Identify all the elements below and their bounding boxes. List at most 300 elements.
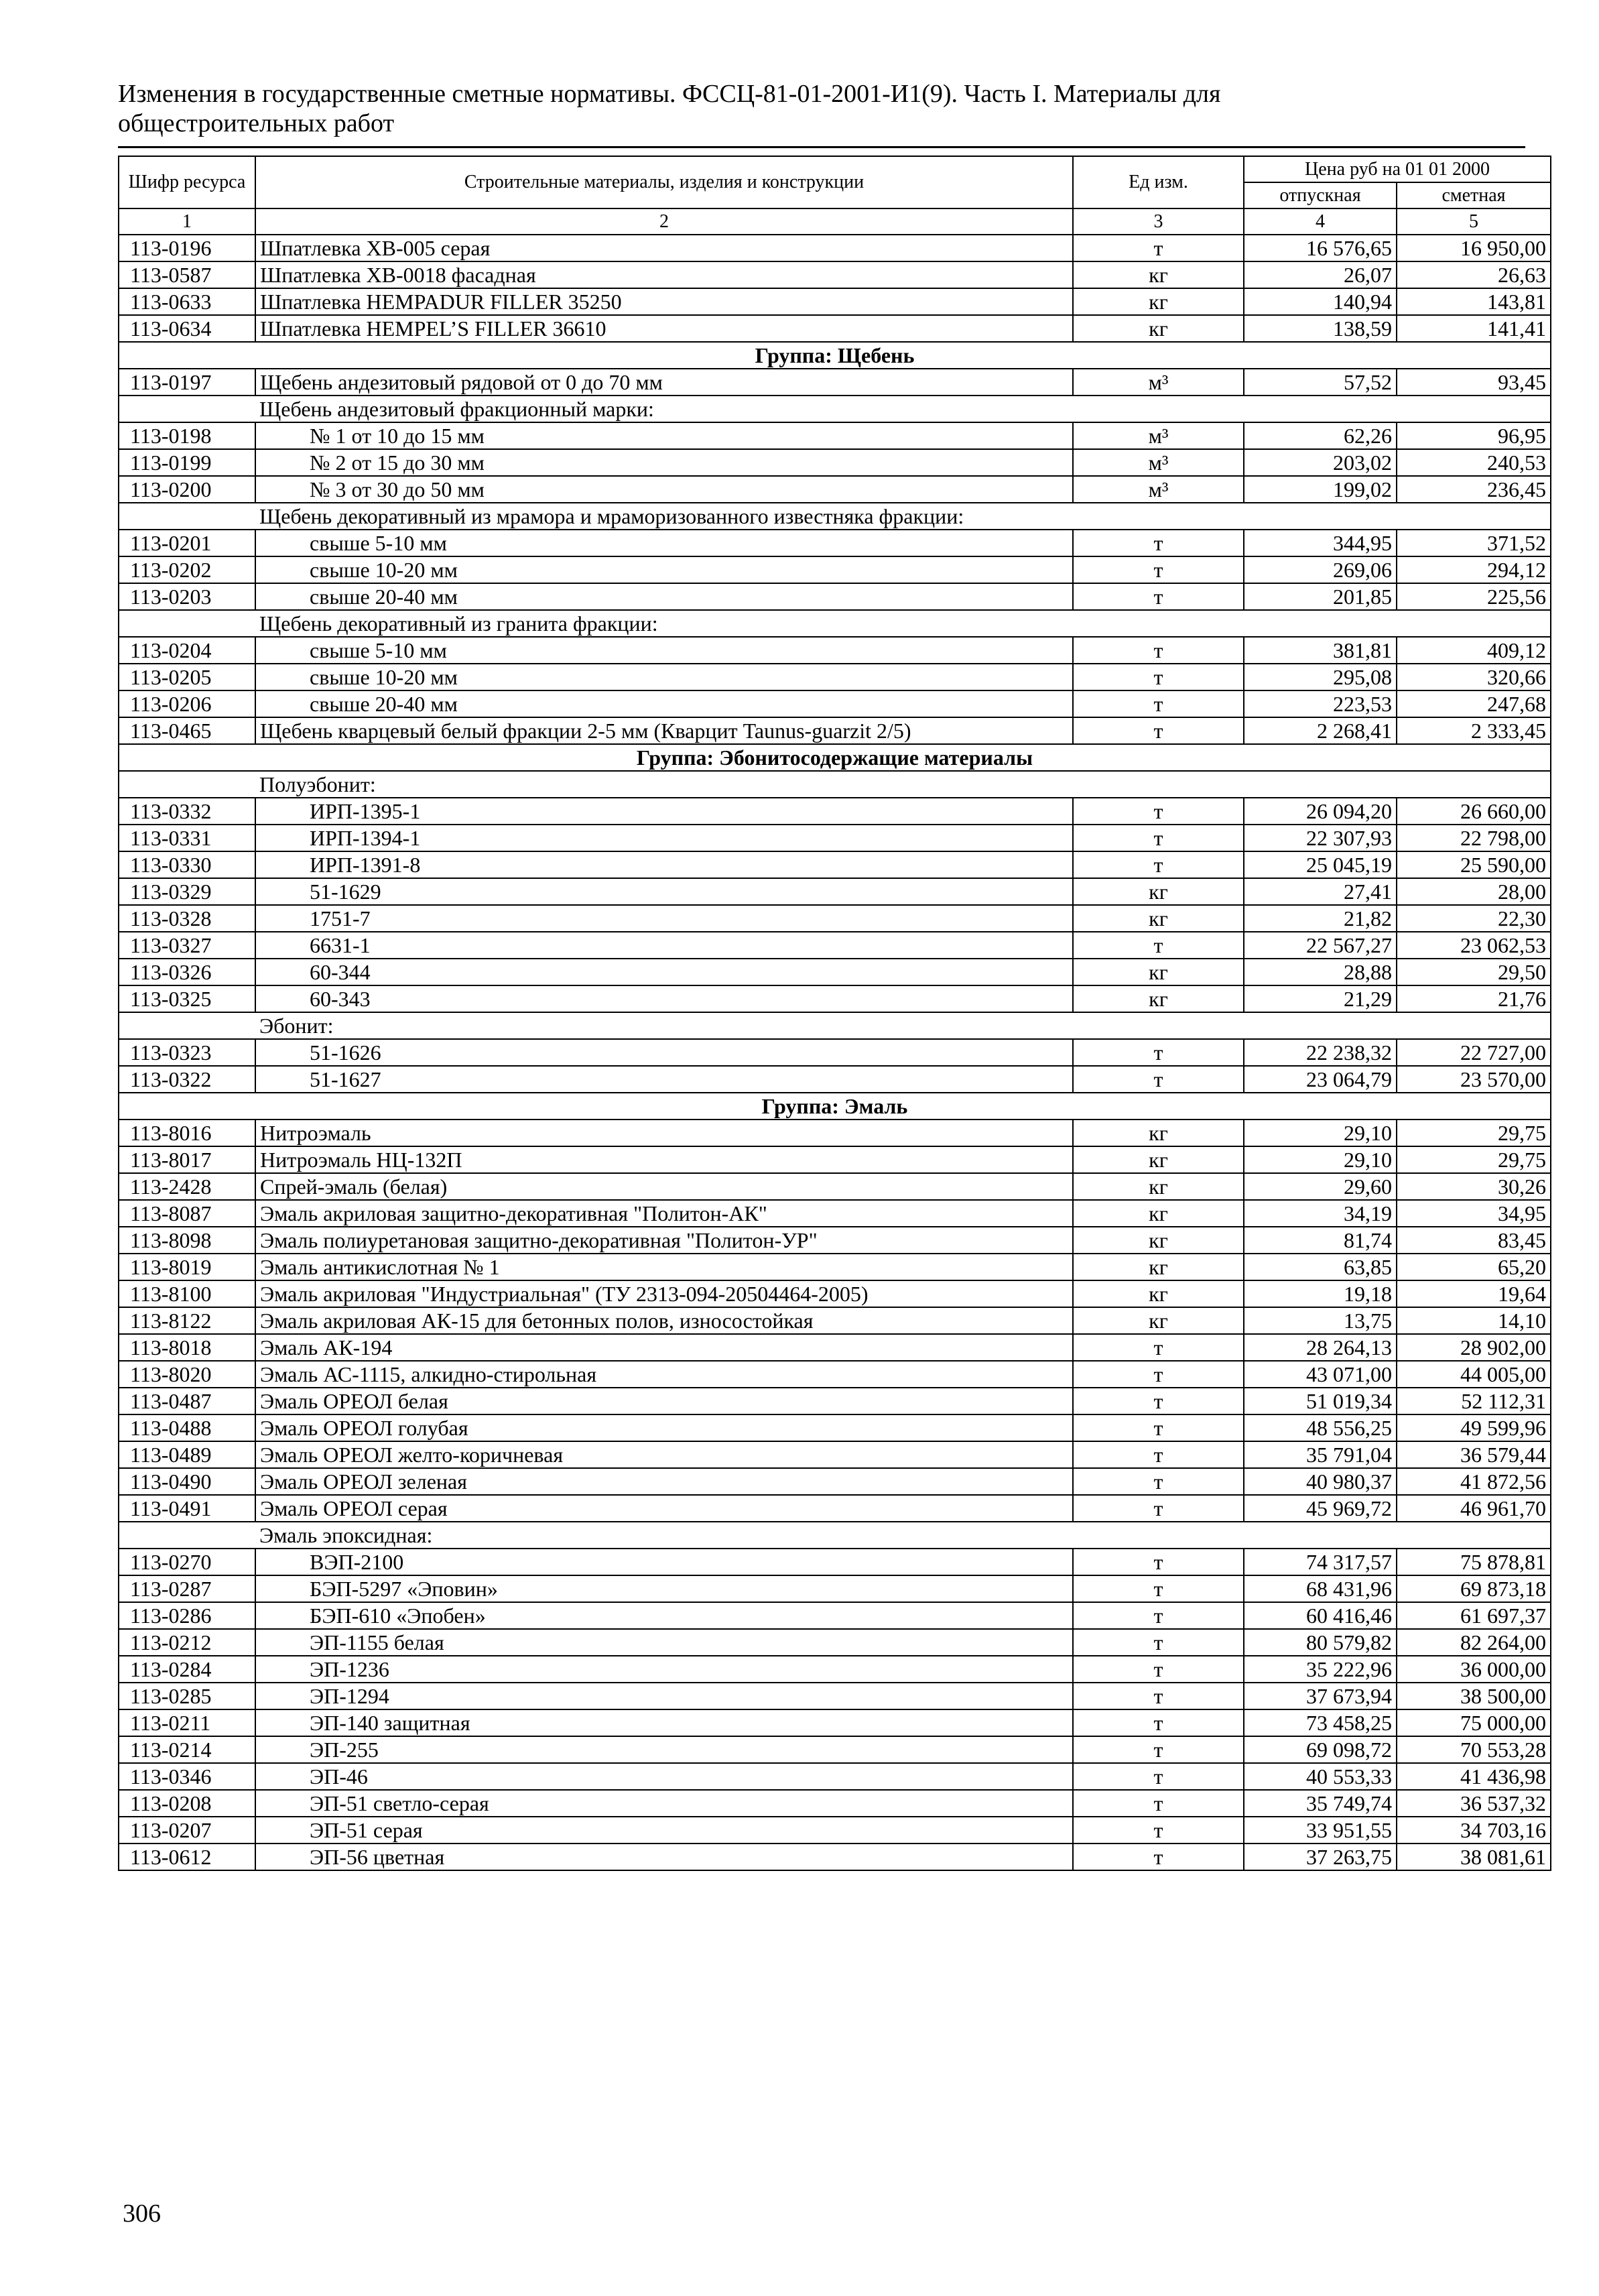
estimate-price-cell: 294,12 [1397,556,1551,583]
resource-code-cell: 113-0196 [119,235,255,261]
estimate-price-cell: 21,76 [1397,985,1551,1012]
table-row [119,798,1551,825]
release-price-cell: 33 951,55 [1244,1817,1397,1844]
table-row [119,1280,1551,1307]
header-name: Строительные материалы, изделия и конструкции [255,156,1073,208]
material-name-cell: Эмаль ОРЕОЛ серая [255,1495,1073,1522]
release-price-cell: 35 749,74 [1244,1790,1397,1817]
release-price-cell: 43 071,00 [1244,1361,1397,1388]
table-row [119,1736,1551,1763]
unit-cell: т [1073,1039,1244,1066]
unit-cell: м³ [1073,449,1244,476]
unit-cell: т [1073,1656,1244,1683]
material-name-cell: свыше 5-10 мм [255,530,1073,556]
table-row [119,1656,1551,1683]
resource-code-cell: 113-0587 [119,261,255,288]
resource-code-cell: 113-8100 [119,1280,255,1307]
release-price-cell: 34,19 [1244,1200,1397,1227]
estimate-price-cell: 16 950,00 [1397,235,1551,261]
material-name-cell: ЭП-56 цветная [255,1844,1073,1870]
unit-cell: т [1073,851,1244,878]
release-price-cell: 29,10 [1244,1146,1397,1173]
estimate-price-cell: 61 697,37 [1397,1602,1551,1629]
material-name-cell: свыше 20-40 мм [255,690,1073,717]
unit-cell: кг [1073,1280,1244,1307]
material-name-cell: свыше 10-20 мм [255,664,1073,690]
estimate-price-cell: 371,52 [1397,530,1551,556]
unit-cell: т [1073,1066,1244,1093]
material-name-cell: БЭП-5297 «Эповин» [255,1575,1073,1602]
table-row [119,1146,1551,1173]
resource-code-cell: 113-0286 [119,1602,255,1629]
unit-cell: т [1073,235,1244,261]
material-name-cell: Эмаль ОРЕОЛ желто-коричневая [255,1441,1073,1468]
unit-cell: кг [1073,315,1244,342]
unit-cell: т [1073,1683,1244,1709]
estimate-price-cell: 14,10 [1397,1307,1551,1334]
subgroup-title: Полуэбонит: [255,771,1551,798]
estimate-price-cell: 19,64 [1397,1280,1551,1307]
estimate-price-cell: 38 500,00 [1397,1683,1551,1709]
release-price-cell: 40 980,37 [1244,1468,1397,1495]
estimate-price-cell: 143,81 [1397,288,1551,315]
unit-cell: кг [1073,261,1244,288]
release-price-cell: 45 969,72 [1244,1495,1397,1522]
estimate-price-cell: 240,53 [1397,449,1551,476]
release-price-cell: 22 238,32 [1244,1039,1397,1066]
table-row [119,1549,1551,1575]
estimate-price-cell: 34,95 [1397,1200,1551,1227]
release-price-cell: 37 673,94 [1244,1683,1397,1709]
resource-code-cell: 113-0489 [119,1441,255,1468]
material-name-cell: Эмаль ОРЕОЛ голубая [255,1414,1073,1441]
subgroup-row [119,771,1551,798]
header-col-number: 1 [119,208,255,235]
release-price-cell: 40 553,33 [1244,1763,1397,1790]
table-row [119,1200,1551,1227]
estimate-price-cell: 409,12 [1397,637,1551,664]
resource-code-cell: 113-8122 [119,1307,255,1334]
release-price-cell: 269,06 [1244,556,1397,583]
estimate-price-cell: 22 798,00 [1397,825,1551,851]
release-price-cell: 80 579,82 [1244,1629,1397,1656]
table-row [119,1120,1551,1146]
table-row [119,1575,1551,1602]
table-row [119,530,1551,556]
table-row [119,1039,1551,1066]
resource-code-cell: 113-0212 [119,1629,255,1656]
estimate-price-cell: 28,00 [1397,878,1551,905]
material-name-cell: 51-1629 [255,878,1073,905]
table-row [119,1307,1551,1334]
table-row [119,985,1551,1012]
resource-code-cell: 113-0207 [119,1817,255,1844]
material-name-cell: Эмаль ОРЕОЛ зеленая [255,1468,1073,1495]
estimate-price-cell: 29,50 [1397,959,1551,985]
table-row [119,288,1551,315]
table-row [119,932,1551,959]
group-header-row [119,342,1551,369]
subgroup-title: Эмаль эпоксидная: [255,1522,1551,1549]
release-price-cell: 57,52 [1244,369,1397,396]
resource-code-cell: 113-8087 [119,1200,255,1227]
material-name-cell: свыше 5-10 мм [255,637,1073,664]
material-name-cell: 1751-7 [255,905,1073,932]
material-name-cell: Эмаль акриловая АК-15 для бетонных полов, износостойкая [255,1307,1073,1334]
unit-cell: т [1073,664,1244,690]
material-name-cell: 6631-1 [255,932,1073,959]
resource-code-cell: 113-0326 [119,959,255,985]
group-title: Группа: Щебень [119,342,1551,369]
resource-code-cell: 113-0208 [119,1790,255,1817]
group-title: Группа: Эмаль [119,1093,1551,1120]
release-price-cell: 25 045,19 [1244,851,1397,878]
table-row [119,449,1551,476]
table-row [119,825,1551,851]
unit-cell: кг [1073,1120,1244,1146]
header-col-number: 5 [1397,208,1551,235]
estimate-price-cell: 36 000,00 [1397,1656,1551,1683]
unit-cell: т [1073,1361,1244,1388]
resource-code-cell: 113-0487 [119,1388,255,1414]
unit-cell: кг [1073,1200,1244,1227]
material-name-cell: Шпатлевка HEMPEL’S FILLER 36610 [255,315,1073,342]
unit-cell: т [1073,1817,1244,1844]
table-row [119,369,1551,396]
material-name-cell: Эмаль полиуретановая защитно-декоративная "Политон-УР" [255,1227,1073,1254]
unit-cell: т [1073,1736,1244,1763]
material-name-cell: ИРП-1394-1 [255,825,1073,851]
unit-cell: т [1073,1414,1244,1441]
estimate-price-cell: 52 112,31 [1397,1388,1551,1414]
release-price-cell: 223,53 [1244,690,1397,717]
unit-cell: кг [1073,1173,1244,1200]
estimate-price-cell: 75 000,00 [1397,1709,1551,1736]
release-price-cell: 73 458,25 [1244,1709,1397,1736]
table-row [119,1414,1551,1441]
estimate-price-cell: 247,68 [1397,690,1551,717]
release-price-cell: 344,95 [1244,530,1397,556]
release-price-cell: 62,26 [1244,422,1397,449]
material-name-cell: БЭП-610 «Эпобен» [255,1602,1073,1629]
unit-cell: кг [1073,878,1244,905]
unit-cell: кг [1073,1307,1244,1334]
resource-code-cell: 113-0323 [119,1039,255,1066]
unit-cell: м³ [1073,422,1244,449]
subgroup-title: Эбонит: [255,1012,1551,1039]
resource-code-cell: 113-0214 [119,1736,255,1763]
material-name-cell: ЭП-1155 белая [255,1629,1073,1656]
release-price-cell: 68 431,96 [1244,1575,1397,1602]
subgroup-empty-cell [119,771,255,798]
resource-code-cell: 113-0202 [119,556,255,583]
material-name-cell: свыше 10-20 мм [255,556,1073,583]
subgroup-row [119,1522,1551,1549]
estimate-price-cell: 23 570,00 [1397,1066,1551,1093]
table-row [119,1334,1551,1361]
release-price-cell: 48 556,25 [1244,1414,1397,1441]
table-row [119,1441,1551,1468]
material-name-cell: ЭП-1236 [255,1656,1073,1683]
unit-cell: т [1073,932,1244,959]
release-price-cell: 26 094,20 [1244,798,1397,825]
table-row [119,1763,1551,1790]
table-row [119,664,1551,690]
material-name-cell: Эмаль АК-194 [255,1334,1073,1361]
material-name-cell: ЭП-51 серая [255,1817,1073,1844]
table-row [119,583,1551,610]
subgroup-row [119,1012,1551,1039]
release-price-cell: 13,75 [1244,1307,1397,1334]
release-price-cell: 22 567,27 [1244,932,1397,959]
release-price-cell: 63,85 [1244,1254,1397,1280]
resource-code-cell: 113-0325 [119,985,255,1012]
release-price-cell: 26,07 [1244,261,1397,288]
table-row [119,851,1551,878]
resource-code-cell: 113-8020 [119,1361,255,1388]
resource-code-cell: 113-8017 [119,1146,255,1173]
release-price-cell: 203,02 [1244,449,1397,476]
release-price-cell: 28,88 [1244,959,1397,985]
table-row [119,1468,1551,1495]
estimate-price-cell: 225,56 [1397,583,1551,610]
estimate-price-cell: 36 537,32 [1397,1790,1551,1817]
material-name-cell: 51-1627 [255,1066,1073,1093]
material-name-cell: № 1 от 10 до 15 мм [255,422,1073,449]
release-price-cell: 21,82 [1244,905,1397,932]
unit-cell: т [1073,1602,1244,1629]
resource-code-cell: 113-0201 [119,530,255,556]
header-price: Цена руб на 01 01 2000 [1244,156,1551,182]
unit-cell: т [1073,825,1244,851]
release-price-cell: 28 264,13 [1244,1334,1397,1361]
material-name-cell: Шпатлевка ХВ-0018 фасадная [255,261,1073,288]
resource-code-cell: 113-8019 [119,1254,255,1280]
table-row [119,905,1551,932]
resource-code-cell: 113-0206 [119,690,255,717]
release-price-cell: 29,60 [1244,1173,1397,1200]
resource-code-cell: 113-0322 [119,1066,255,1093]
subgroup-empty-cell [119,503,255,530]
table-row [119,878,1551,905]
subgroup-empty-cell [119,1522,255,1549]
resource-code-cell: 113-2428 [119,1173,255,1200]
subgroup-row [119,610,1551,637]
price-table [118,156,1551,1871]
material-name-cell: Щебень кварцевый белый фракции 2-5 мм (Кварцит Taunus-guarzit 2/5) [255,717,1073,744]
release-price-cell: 295,08 [1244,664,1397,690]
table-row [119,315,1551,342]
estimate-price-cell: 46 961,70 [1397,1495,1551,1522]
table-row [119,1844,1551,1870]
resource-code-cell: 113-0327 [119,932,255,959]
release-price-cell: 16 576,65 [1244,235,1397,261]
table-row [119,556,1551,583]
unit-cell: т [1073,1790,1244,1817]
release-price-cell: 37 263,75 [1244,1844,1397,1870]
table-row [119,1173,1551,1200]
release-price-cell: 27,41 [1244,878,1397,905]
release-price-cell: 60 416,46 [1244,1602,1397,1629]
unit-cell: т [1073,1763,1244,1790]
estimate-price-cell: 41 872,56 [1397,1468,1551,1495]
group-title: Группа: Эбонитосодержащие материалы [119,744,1551,771]
table-row [119,422,1551,449]
subgroup-title: Щебень декоративный из гранита фракции: [255,610,1551,637]
release-price-cell: 2 268,41 [1244,717,1397,744]
resource-code-cell: 113-0328 [119,905,255,932]
table-row [119,1066,1551,1093]
estimate-price-cell: 22,30 [1397,905,1551,932]
unit-cell: кг [1073,288,1244,315]
material-name-cell: 60-343 [255,985,1073,1012]
table-row [119,476,1551,503]
material-name-cell: ЭП-46 [255,1763,1073,1790]
unit-cell: т [1073,583,1244,610]
material-name-cell: Эмаль акриловая защитно-декоративная "Политон-АК" [255,1200,1073,1227]
estimate-price-cell: 34 703,16 [1397,1817,1551,1844]
estimate-price-cell: 2 333,45 [1397,717,1551,744]
unit-cell: т [1073,1549,1244,1575]
subgroup-empty-cell [119,396,255,422]
header-unit: Ед изм. [1073,156,1244,208]
unit-cell: м³ [1073,476,1244,503]
table-row [119,1602,1551,1629]
material-name-cell: Эмаль АС-1115, алкидно-стирольная [255,1361,1073,1388]
release-price-cell: 19,18 [1244,1280,1397,1307]
estimate-price-cell: 38 081,61 [1397,1844,1551,1870]
table-row [119,637,1551,664]
table-row [119,1495,1551,1522]
material-name-cell: ЭП-51 светло-серая [255,1790,1073,1817]
estimate-price-cell: 82 264,00 [1397,1629,1551,1656]
estimate-price-cell: 69 873,18 [1397,1575,1551,1602]
material-name-cell: ИРП-1395-1 [255,798,1073,825]
release-price-cell: 381,81 [1244,637,1397,664]
release-price-cell: 35 222,96 [1244,1656,1397,1683]
material-name-cell: ЭП-255 [255,1736,1073,1763]
resource-code-cell: 113-0331 [119,825,255,851]
resource-code-cell: 113-8018 [119,1334,255,1361]
estimate-price-cell: 75 878,81 [1397,1549,1551,1575]
material-name-cell: Эмаль акриловая "Индустриальная" (ТУ 2313-094-20504464-2005) [255,1280,1073,1307]
release-price-cell: 35 791,04 [1244,1441,1397,1468]
unit-cell: т [1073,1334,1244,1361]
unit-cell: м³ [1073,369,1244,396]
unit-cell: т [1073,556,1244,583]
table-row [119,1254,1551,1280]
resource-code-cell: 113-0332 [119,798,255,825]
estimate-price-cell: 83,45 [1397,1227,1551,1254]
estimate-price-cell: 26 660,00 [1397,798,1551,825]
page-number: 306 [123,2199,161,2228]
table-row [119,1790,1551,1817]
estimate-price-cell: 28 902,00 [1397,1334,1551,1361]
material-name-cell: Щебень андезитовый рядовой от 0 до 70 мм [255,369,1073,396]
estimate-price-cell: 26,63 [1397,261,1551,288]
estimate-price-cell: 93,45 [1397,369,1551,396]
unit-cell: кг [1073,1146,1244,1173]
resource-code-cell: 113-0287 [119,1575,255,1602]
estimate-price-cell: 49 599,96 [1397,1414,1551,1441]
table-row [119,1227,1551,1254]
subgroup-title: Щебень андезитовый фракционный марки: [255,396,1551,422]
release-price-cell: 201,85 [1244,583,1397,610]
table-row [119,235,1551,261]
resource-code-cell: 113-0488 [119,1414,255,1441]
resource-code-cell: 113-0270 [119,1549,255,1575]
material-name-cell: Спрей-эмаль (белая) [255,1173,1073,1200]
release-price-cell: 23 064,79 [1244,1066,1397,1093]
release-price-cell: 74 317,57 [1244,1549,1397,1575]
resource-code-cell: 113-0200 [119,476,255,503]
resource-code-cell: 113-0634 [119,315,255,342]
material-name-cell: 60-344 [255,959,1073,985]
unit-cell: т [1073,1844,1244,1870]
resource-code-cell: 113-8098 [119,1227,255,1254]
table-row [119,690,1551,717]
material-name-cell: № 3 от 30 до 50 мм [255,476,1073,503]
table-row [119,1629,1551,1656]
estimate-price-cell: 96,95 [1397,422,1551,449]
material-name-cell: Шпатлевка HEMPADUR FILLER 35250 [255,288,1073,315]
unit-cell: т [1073,1388,1244,1414]
unit-cell: т [1073,717,1244,744]
resource-code-cell: 113-0465 [119,717,255,744]
estimate-price-cell: 65,20 [1397,1254,1551,1280]
estimate-price-cell: 70 553,28 [1397,1736,1551,1763]
table-row [119,717,1551,744]
table-row [119,1683,1551,1709]
material-name-cell: Эмаль антикислотная № 1 [255,1254,1073,1280]
release-price-cell: 69 098,72 [1244,1736,1397,1763]
unit-cell: т [1073,1495,1244,1522]
material-name-cell: свыше 20-40 мм [255,583,1073,610]
unit-cell: т [1073,1629,1244,1656]
material-name-cell: ЭП-140 защитная [255,1709,1073,1736]
unit-cell: т [1073,637,1244,664]
resource-code-cell: 113-0346 [119,1763,255,1790]
unit-cell: т [1073,1709,1244,1736]
resource-code-cell: 113-0204 [119,637,255,664]
release-price-cell: 138,59 [1244,315,1397,342]
resource-code-cell: 113-0612 [119,1844,255,1870]
resource-code-cell: 113-0199 [119,449,255,476]
unit-cell: кг [1073,905,1244,932]
material-name-cell: Нитроэмаль [255,1120,1073,1146]
estimate-price-cell: 22 727,00 [1397,1039,1551,1066]
estimate-price-cell: 141,41 [1397,315,1551,342]
document-title: Изменения в государственные сметные нормативы. ФССЦ-81-01-2001-И1(9). Часть I. Материалы для общестроительных работ [118,80,1221,137]
resource-code-cell: 113-0205 [119,664,255,690]
group-header-row [119,1093,1551,1120]
release-price-cell: 22 307,93 [1244,825,1397,851]
estimate-price-cell: 236,45 [1397,476,1551,503]
material-name-cell: Шпатлевка ХВ-005 серая [255,235,1073,261]
estimate-price-cell: 320,66 [1397,664,1551,690]
subgroup-row [119,396,1551,422]
material-name-cell: ВЭП-2100 [255,1549,1073,1575]
estimate-price-cell: 36 579,44 [1397,1441,1551,1468]
header-col-number: 3 [1073,208,1244,235]
header-col-number: 4 [1244,208,1397,235]
unit-cell: кг [1073,959,1244,985]
unit-cell: кг [1073,1227,1244,1254]
title-divider [118,146,1525,148]
header-col-number: 2 [255,208,1073,235]
material-name-cell: № 2 от 15 до 30 мм [255,449,1073,476]
material-name-cell: ИРП-1391-8 [255,851,1073,878]
